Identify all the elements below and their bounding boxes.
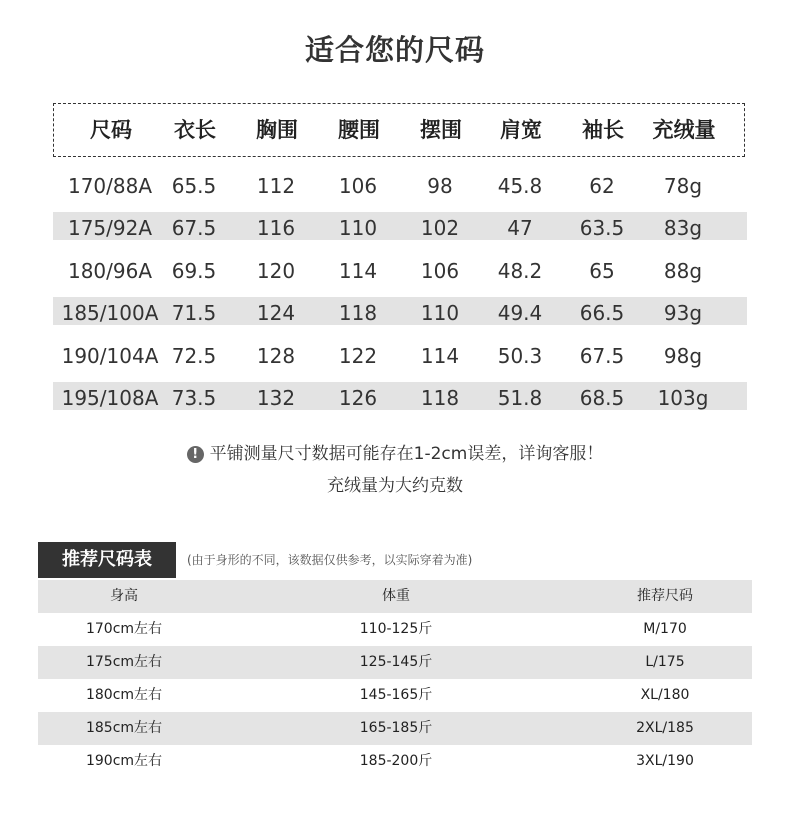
recommend-cell-size: M/170 [643, 621, 687, 637]
recommend-header-height: 身高 [110, 588, 138, 604]
row-shading [53, 212, 747, 240]
cell-hem: 110 [420, 301, 460, 326]
header-length: 衣长 [174, 118, 216, 142]
recommend-row [38, 745, 752, 778]
size-table-body [53, 167, 747, 421]
cell-shoulder: 48.2 [497, 258, 543, 283]
header-waist: 腰围 [338, 118, 380, 142]
recommend-row [38, 613, 752, 646]
note-line-1 [0, 438, 790, 470]
cell-sleeve: 66.5 [579, 301, 625, 326]
size-row [53, 294, 747, 336]
recommend-row [38, 646, 752, 679]
recommend-cell-weight: 110-125斤 [359, 621, 433, 637]
recommend-subtitle: (由于身形的不同，该数据仅供参考，以实际穿着为准) [187, 553, 473, 567]
cell-down-fill: 78g [663, 174, 703, 198]
cell-hem: 106 [420, 258, 460, 283]
recommend-cell-weight: 145-165斤 [359, 687, 433, 703]
recommend-cell-height: 170cm左右 [85, 621, 163, 637]
cell-sleeve: 68.5 [579, 385, 625, 410]
size-row [53, 209, 747, 251]
recommend-cell-size: 2XL/185 [636, 720, 694, 736]
recommend-header-weight: 体重 [382, 588, 410, 604]
header-shoulder: 肩宽 [500, 118, 542, 142]
cell-shoulder: 49.4 [497, 301, 543, 326]
cell-waist: 126 [338, 385, 378, 410]
cell-shoulder: 47 [507, 216, 533, 241]
cell-down-fill: 88g [663, 258, 703, 283]
note-text-1: 平铺测量尺寸数据可能存在1-2cm误差，详询客服！ [209, 444, 604, 464]
cell-size: 170/88A [67, 174, 153, 198]
recommend-table [38, 580, 752, 778]
cell-down-fill: 98g [663, 343, 703, 368]
header-chest: 胸围 [256, 118, 298, 142]
cell-waist: 106 [338, 174, 378, 198]
header-sleeve: 袖长 [582, 118, 624, 142]
recommend-header-row [38, 580, 752, 613]
size-row [53, 379, 747, 421]
cell-down-fill: 103g [657, 385, 709, 410]
cell-length: 71.5 [171, 301, 217, 326]
recommend-title: 推荐尺码表 [38, 542, 176, 578]
cell-down-fill: 83g [663, 216, 703, 241]
size-row [53, 167, 747, 209]
recommend-cell-weight: 125-145斤 [359, 654, 433, 670]
note-line-2: 充绒量为大约克数 [327, 476, 463, 496]
cell-size: 185/100A [61, 301, 159, 326]
recommend-cell-weight: 185-200斤 [359, 753, 433, 769]
cell-size: 175/92A [67, 216, 153, 241]
cell-down-fill: 93g [663, 301, 703, 326]
size-table-header [53, 103, 745, 157]
recommend-cell-height: 190cm左右 [85, 753, 163, 769]
cell-chest: 116 [256, 216, 296, 241]
header-hem: 摆围 [420, 118, 462, 142]
cell-hem: 114 [420, 343, 460, 368]
recommend-cell-weight: 165-185斤 [359, 720, 433, 736]
cell-waist: 114 [338, 258, 378, 283]
cell-shoulder: 51.8 [497, 385, 543, 410]
header-size: 尺码 [90, 118, 132, 142]
cell-sleeve: 62 [589, 174, 615, 198]
cell-chest: 124 [256, 301, 296, 326]
cell-sleeve: 63.5 [579, 216, 625, 241]
recommend-cell-height: 180cm左右 [85, 687, 163, 703]
cell-length: 69.5 [171, 258, 217, 283]
notes [0, 438, 790, 502]
cell-hem: 98 [427, 174, 453, 198]
cell-chest: 112 [256, 174, 296, 198]
cell-chest: 120 [256, 258, 296, 283]
cell-sleeve: 65 [589, 258, 615, 283]
recommend-cell-size: 3XL/190 [636, 753, 694, 769]
cell-size: 190/104A [61, 343, 159, 368]
cell-hem: 118 [420, 385, 460, 410]
cell-size: 180/96A [67, 258, 153, 283]
recommend-row [38, 712, 752, 745]
cell-sleeve: 67.5 [579, 343, 625, 368]
cell-shoulder: 45.8 [497, 174, 543, 198]
size-row [53, 252, 747, 294]
cell-length: 65.5 [171, 174, 217, 198]
cell-waist: 122 [338, 343, 378, 368]
exclamation-circle-icon: ! [187, 446, 204, 463]
recommend-cell-height: 175cm左右 [85, 654, 163, 670]
recommend-cell-size: L/175 [645, 654, 685, 670]
recommend-header-size: 推荐尺码 [637, 588, 693, 604]
cell-length: 73.5 [171, 385, 217, 410]
cell-waist: 118 [338, 301, 378, 326]
cell-chest: 128 [256, 343, 296, 368]
cell-size: 195/108A [61, 385, 159, 410]
cell-chest: 132 [256, 385, 296, 410]
cell-waist: 110 [338, 216, 378, 241]
cell-length: 67.5 [171, 216, 217, 241]
recommend-cell-size: XL/180 [640, 687, 690, 703]
cell-shoulder: 50.3 [497, 343, 543, 368]
recommend-cell-height: 185cm左右 [85, 720, 163, 736]
size-row [53, 337, 747, 379]
recommend-row [38, 679, 752, 712]
cell-hem: 102 [420, 216, 460, 241]
header-down-fill: 充绒量 [652, 118, 716, 142]
cell-length: 72.5 [171, 343, 217, 368]
page-title: 适合您的尺码 [304, 33, 485, 67]
